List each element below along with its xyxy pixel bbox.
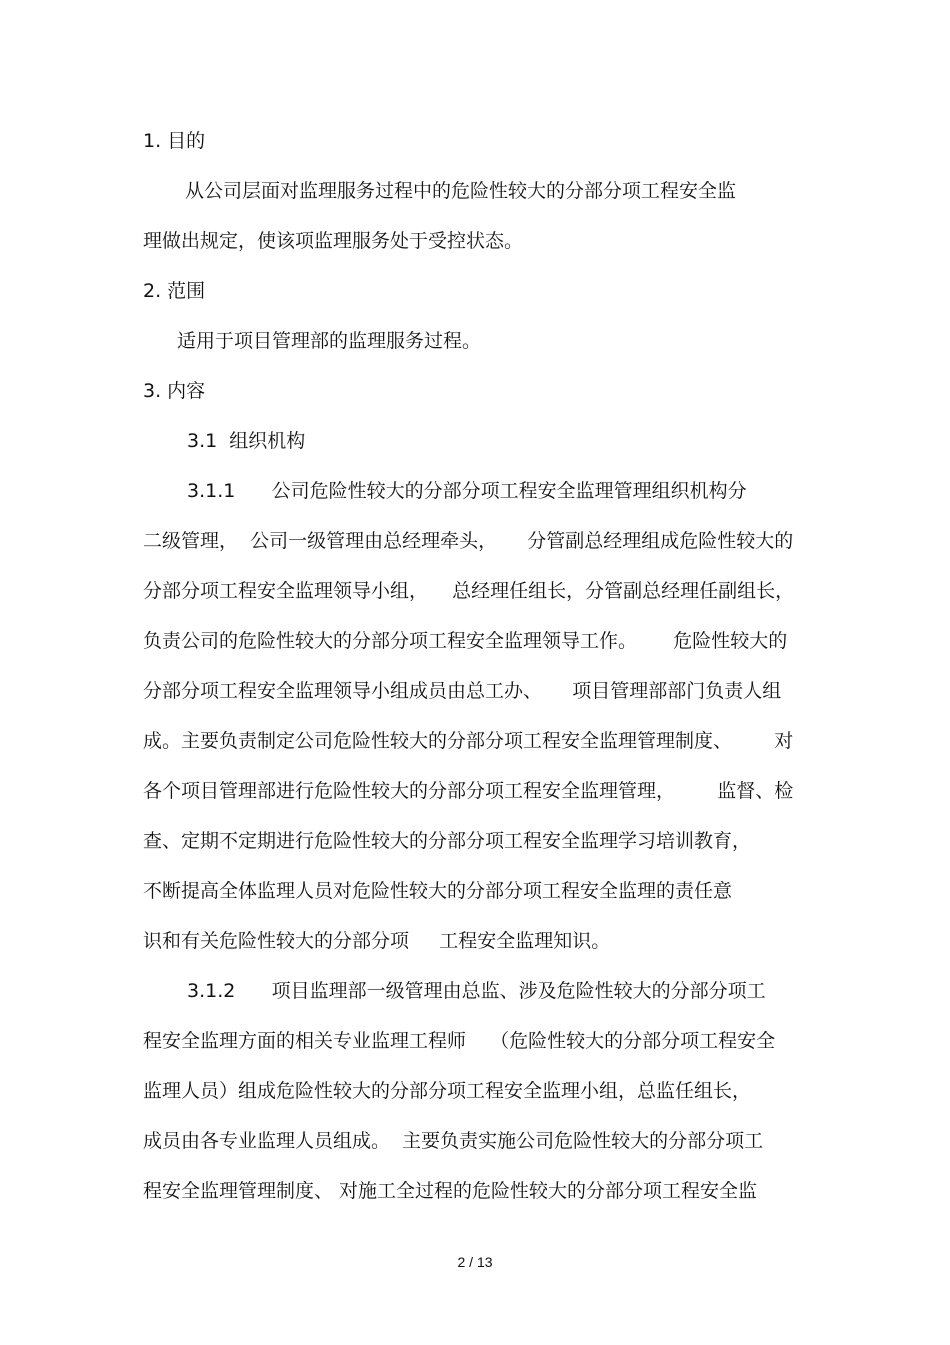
paragraph-line: 3.1.1 公司危险性较大的分部分项工程安全监理管理组织机构分 bbox=[187, 480, 747, 502]
paragraph-line: 适用于项目管理部的监理服务过程。 bbox=[177, 330, 482, 352]
paragraph-line: 负责公司的危险性较大的分部分项工程安全监理领导工作。 危险性较大的 bbox=[143, 630, 788, 652]
paragraph-line: 识和有关危险性较大的分部分项 工程安全监理知识。 bbox=[143, 930, 611, 952]
subheading-organization: 3.1 组织机构 bbox=[187, 430, 306, 452]
paragraph-line: 理做出规定，使该项监理服务处于受控状态。 bbox=[143, 230, 524, 252]
paragraph-line: 3.1.2 项目监理部一级管理由总监、涉及危险性较大的分部分项工 bbox=[187, 980, 766, 1002]
paragraph-line: 二级管理， 公司一级管理由总经理牵头， 分管副总经理组成危险性较大的 bbox=[143, 530, 794, 552]
heading-purpose: 1. 目的 bbox=[143, 130, 206, 152]
paragraph-line: 不断提高全体监理人员对危险性较大的分部分项工程安全监理的责任意 bbox=[143, 880, 733, 902]
paragraph-line: 监理人员）组成危险性较大的分部分项工程安全监理小组，总监任组长， bbox=[143, 1080, 752, 1102]
heading-scope: 2. 范围 bbox=[143, 280, 206, 302]
paragraph-line: 程安全监理管理制度、 对施工全过程的危险性较大的分部分项工程安全监 bbox=[143, 1180, 758, 1202]
paragraph-line: 分部分项工程安全监理领导小组， 总经理任组长，分管副总经理任副组长， bbox=[143, 580, 795, 602]
paragraph-line: 查、定期不定期进行危险性较大的分部分项工程安全监理学习培训教育， bbox=[143, 830, 752, 852]
paragraph-line: 从公司层面对监理服务过程中的危险性较大的分部分项工程安全监 bbox=[185, 180, 737, 202]
heading-content: 3. 内容 bbox=[143, 380, 206, 402]
paragraph-line: 分部分项工程安全监理领导小组成员由总工办、 项目管理部部门负责人组 bbox=[143, 680, 782, 702]
paragraph-line: 程安全监理方面的相关专业监理工程师 （危险性较大的分部分项工程安全 bbox=[143, 1030, 776, 1052]
paragraph-line: 成。主要负责制定公司危险性较大的分部分项工程安全监理管理制度、 对 bbox=[143, 730, 794, 752]
paragraph-line: 成员由各专业监理人员组成。 主要负责实施公司危险性较大的分部分项工 bbox=[143, 1130, 764, 1152]
paragraph-line: 各个项目管理部进行危险性较大的分部分项工程安全监理管理， 监督、检 bbox=[143, 780, 794, 802]
page-number: 2 / 13 bbox=[457, 1254, 493, 1270]
